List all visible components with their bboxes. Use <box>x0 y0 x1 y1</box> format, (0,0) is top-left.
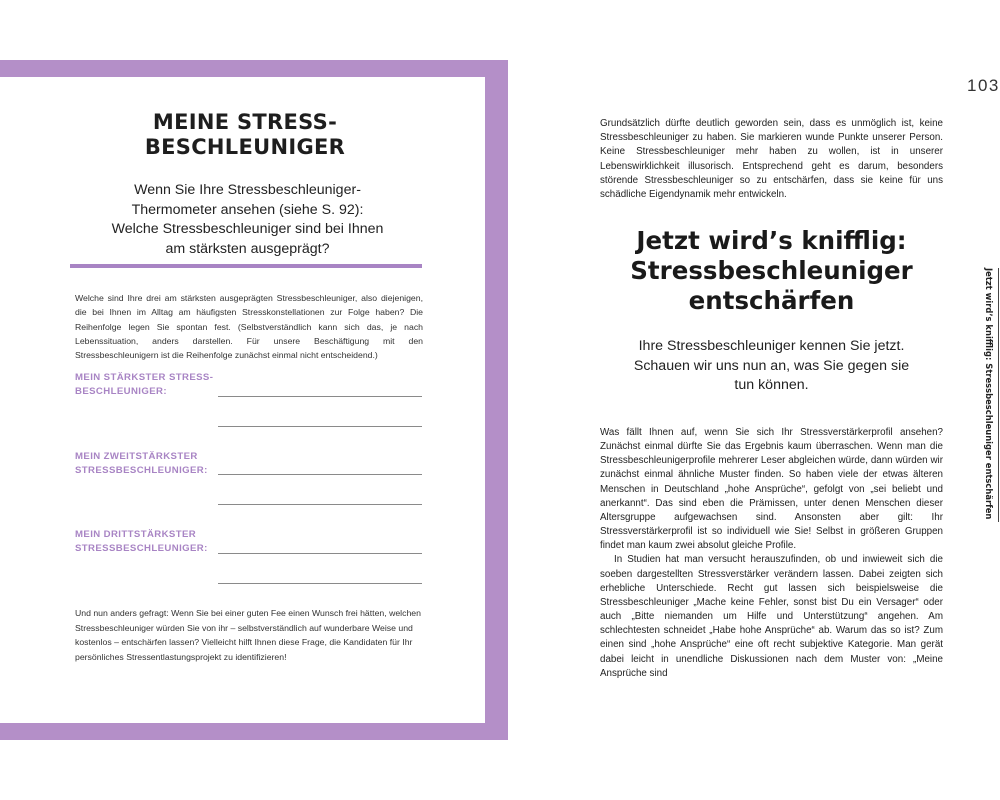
right-page-body <box>600 426 943 681</box>
chapter-side-tab-label: Jetzt wird’s knifflig: Stressbeschleuniger entschärfen <box>984 268 994 520</box>
page-number: 103 <box>967 76 1000 95</box>
answer-line-strongest-2[interactable] <box>218 426 422 427</box>
field-label-second: MEIN ZWEITSTÄRKSTER STRESSBESCHLEUNIGER: <box>75 451 208 476</box>
answer-line-strongest-1[interactable] <box>218 396 422 397</box>
section-divider <box>70 264 422 268</box>
body-paragraph-2: In Studien hat man versucht herauszufinden, ob und inwieweit sich die soeben dargestellten Stressverstärker verändern lassen. Dabei zeigten sich erhebliche Unterschiede. Recht gut lassen sich beispielsweise die Stressbeschleuniger „Mache keine Fehler, sonst bist Du ein Versager“ oder auch „Bitte niemanden um Hilfe und Unterstützung“ angehen. Am schlechtesten schneidet „Habe hohe Ansprüche“ ab. Warum das so ist? Zum einen sind „hohe Ansprüche“ eine oft recht subjektive Kategorie. Man gerät dabei leicht in unendliche Diskussionen nach dem Muster von: „Meine Ansprüche sind <box>600 554 943 679</box>
answer-line-second-2[interactable] <box>218 504 422 505</box>
field-label-strongest: MEIN STÄRKSTER STRESS- BESCHLEUNIGER: <box>75 372 214 397</box>
chapter-side-tab-rule <box>998 268 999 522</box>
left-page-instructions: Welche sind Ihre drei am stärksten ausgeprägten Stressbeschleuniger, also diejenigen, die bei Ihnen im Alltag am häufigsten Stresskonstellationen zur Folge haben? Die Reihenfolge legen Sie spontan fest. (Selbstverständlich kann sich das, je nach Lebenssituation, anders darstellen. Für unsere Beschäftigung mit den Stressbeschleunigern ist die Reihenfolge zunächst einmal nicht entscheidend.) <box>75 293 423 361</box>
right-page-heading: Jetzt wird’s knifflig: Stressbeschleuniger entschärfen <box>630 226 913 315</box>
left-page-closing: Und nun anders gefragt: Wenn Sie bei einer guten Fee einen Wunsch frei hätten, welchen Stressbeschleuniger würden Sie von ihr – selbstverständlich auf wunderbare Weise und kostenlos – entschärfen lassen? Vielleicht hilft Ihnen diese Frage, die Kandidaten für Ihr persönliches Stressentlastungsprojekt zu identifizieren! <box>75 608 421 662</box>
field-label-third: MEIN DRITTSTÄRKSTER STRESSBESCHLEUNIGER: <box>75 529 208 554</box>
answer-line-third-2[interactable] <box>218 583 422 584</box>
answer-line-third-1[interactable] <box>218 553 422 554</box>
answer-line-second-1[interactable] <box>218 474 422 475</box>
left-page-title: MEINE STRESS- BESCHLEUNIGER <box>144 110 346 159</box>
right-page-top-paragraph: Grundsätzlich dürfte deutlich geworden sein, dass es unmöglich ist, keine Stressbeschleuniger zu haben. Sie markieren wunde Punkte unserer Person. Keine Stressbeschleuniger mehr haben zu wollen, ist in unserer Lebenswirklichkeit illusorisch. Entsprechend geht es darum, besonders störende Stressbeschleuniger so zu entschärfen, dass sie keine für uns schädliche Eigendynamik mehr entwickeln. <box>600 118 943 201</box>
left-page-intro: Wenn Sie Ihre Stressbeschleuniger-Thermometer ansehen (siehe S. 92): Welche Stressbeschleuniger sind bei Ihnen am stärksten ausgeprägt? <box>111 182 384 257</box>
chapter-side-tab <box>980 268 998 522</box>
right-page-intro: Ihre Stressbeschleuniger kennen Sie jetzt. Schauen wir uns nun an, was Sie gegen sie tun können. <box>633 338 910 393</box>
body-paragraph-1: Was fällt Ihnen auf, wenn Sie sich Ihr Stressverstärkerprofil ansehen? Zunächst einmal dürfte Sie das Ergebnis kaum überraschen. Wenn man die Stressbeschleunigerprofile mehrerer Leser abgleichen würde, dann würden wir zunächst einmal ähnliche Muster finden. So haben viele der etwas älteren Menschen in Deutschland „hohe Ansprüche“, gefolgt von „sei beliebt und anerkannt“. Das sind eben die Prämissen, unter denen Menschen dieser Altersgruppe aufgewachsen sind. Ansonsten aber gilt: Ihr Stressverstärkerprofil ist so individuell wie Sie! Selbst in größeren Gruppen findet man kaum zwei absolut gleiche Profile. <box>600 427 943 552</box>
